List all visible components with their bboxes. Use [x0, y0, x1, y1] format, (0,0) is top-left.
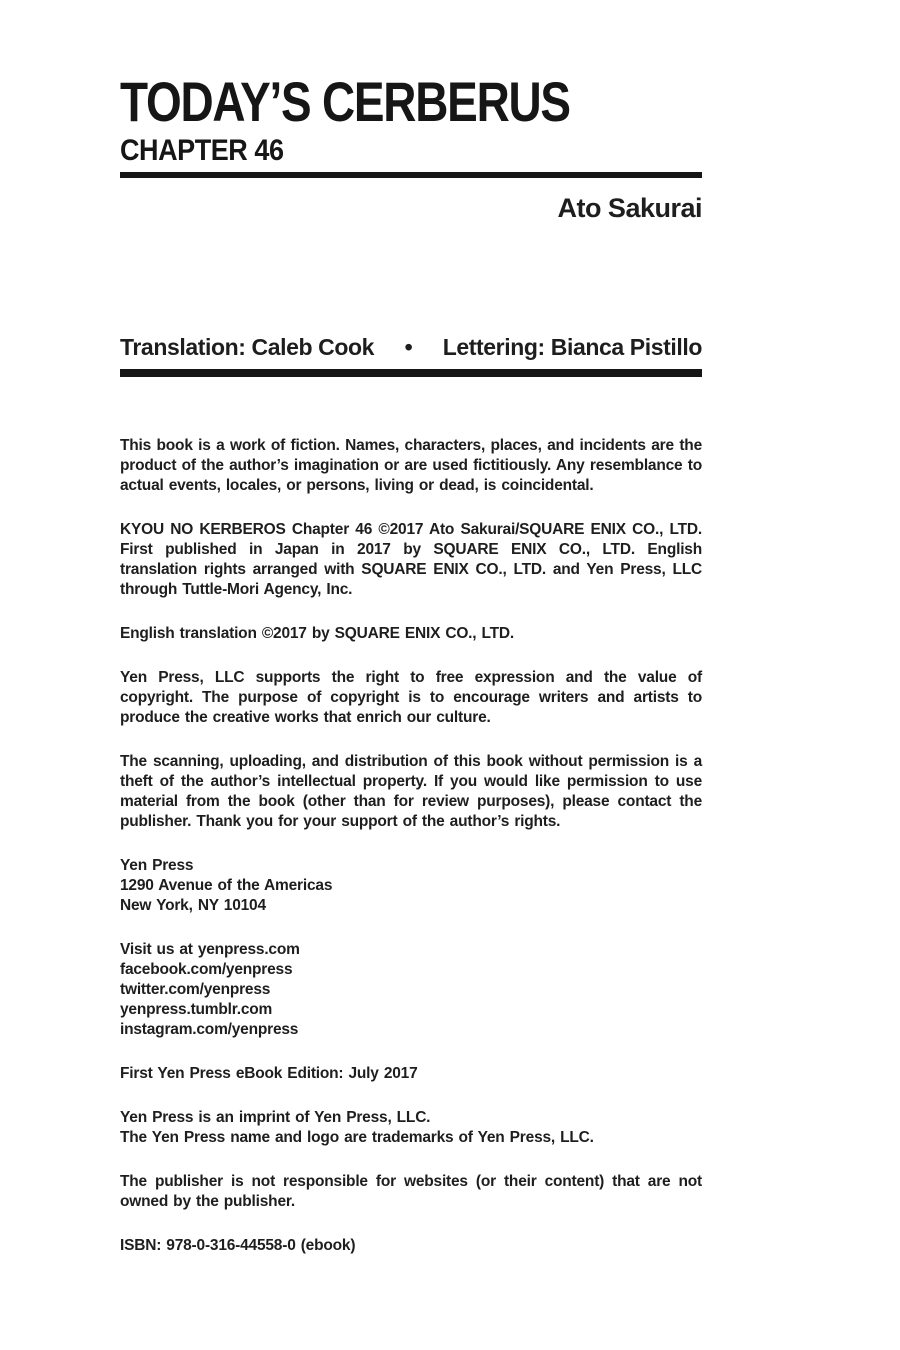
ebook-edition-line: First Yen Press eBook Edition: July 2017 — [120, 1065, 418, 1083]
publisher-city-state-zip: New York, NY 10104 — [120, 897, 266, 915]
credits-row — [120, 335, 702, 360]
twitter-link-line: twitter.com/yenpress — [120, 981, 271, 999]
page-content — [120, 0, 702, 1280]
chapter-label: CHAPTER 46 — [120, 134, 284, 167]
instagram-link-line: instagram.com/yenpress — [120, 1021, 299, 1039]
english-translation-copyright-line: English translation ©2017 by SQUARE ENIX CO., LTD. — [120, 625, 514, 643]
imprint-line: Yen Press is an imprint of Yen Press, LLC. — [120, 1109, 431, 1127]
publisher-name: Yen Press — [120, 857, 194, 875]
website-link-line: Visit us at yenpress.com — [120, 941, 300, 959]
scanning-warning-paragraph: The scanning, uploading, and distribution of this book without permission is a theft of the author’s intellectual property. If you would like permission to use material from the book (other than for review purposes), please contact the publisher. Thank you for your support of the author’s rights. — [120, 753, 702, 831]
publisher-street-address: 1290 Avenue of the Americas — [120, 877, 333, 895]
lettering-credit: Lettering: Bianca Pistillo — [442, 334, 702, 360]
translation-credit: Translation: Caleb Cook — [120, 334, 375, 360]
title-divider-rule — [120, 172, 702, 178]
book-title: TODAY’S CERBERUS — [120, 70, 570, 133]
fiction-disclaimer-paragraph: This book is a work of fiction. Names, characters, places, and incidents are the product of the author’s imagination or are used fictitiously. Any resemblance to actual events, locales, or persons, living or dead, is coincidental. — [120, 437, 702, 495]
tumblr-link-line: yenpress.tumblr.com — [120, 1001, 273, 1019]
trademark-line: The Yen Press name and logo are trademarks of Yen Press, LLC. — [120, 1129, 594, 1147]
author-name: Ato Sakurai — [557, 193, 702, 223]
isbn-line: ISBN: 978-0-316-44558-0 (ebook) — [120, 1237, 356, 1255]
imprint-block — [120, 1108, 702, 1148]
copyright-body — [120, 436, 702, 1256]
publisher-links-block — [120, 940, 702, 1040]
facebook-link-line: facebook.com/yenpress — [120, 961, 293, 979]
japanese-copyright-paragraph: KYOU NO KERBEROS Chapter 46 ©2017 Ato Sakurai/SQUARE ENIX CO., LTD. First published in Japan in 2017 by SQUARE ENIX CO., LTD. English translation rights arranged with SQUARE ENIX CO., LTD. and Yen Press, LLC through Tuttle-Mori Agency, Inc. — [120, 521, 702, 599]
website-responsibility-disclaimer: The publisher is not responsible for websites (or their content) that are not owned by the publisher. — [120, 1173, 702, 1211]
free-expression-paragraph: Yen Press, LLC supports the right to free expression and the value of copyright. The purpose of copyright is to encourage writers and artists to produce the creative works that enrich our culture. — [120, 669, 702, 727]
credits-divider-rule — [120, 369, 702, 377]
credits-separator-bullet: • — [404, 334, 413, 360]
publisher-address-block — [120, 856, 702, 916]
